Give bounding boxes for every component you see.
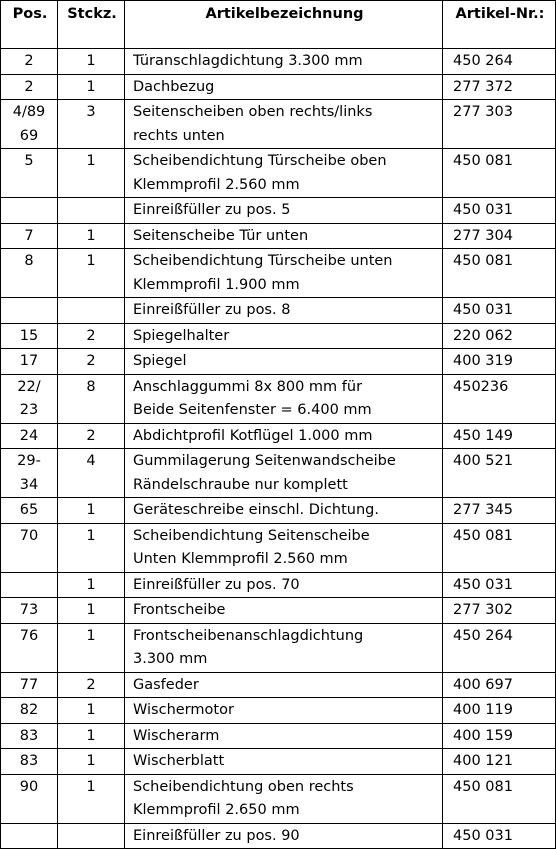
cell-qty: 2: [58, 323, 125, 349]
cell-article-number: 400 521: [443, 449, 556, 498]
cell-qty: 3: [58, 100, 125, 149]
cell-article-number: 277 303: [443, 100, 556, 149]
table-row: [1, 74, 556, 100]
cell-article-number: 450 081: [443, 249, 556, 298]
cell-pos: [1, 298, 58, 324]
table-row: [1, 249, 556, 298]
cell-qty: 1: [58, 74, 125, 100]
cell-article-number: 450 264: [443, 49, 556, 75]
cell-qty: 1: [58, 149, 125, 198]
cell-article-number: 450 081: [443, 523, 556, 572]
header-qty: Stckz.: [58, 1, 125, 49]
cell-pos: 73: [1, 598, 58, 624]
cell-qty: [58, 198, 125, 224]
cell-description: Wischermotor: [125, 698, 443, 724]
cell-article-number: 450 081: [443, 149, 556, 198]
cell-qty: 4: [58, 449, 125, 498]
cell-description: Abdichtprofil Kotflügel 1.000 mm: [125, 423, 443, 449]
cell-qty: 1: [58, 223, 125, 249]
cell-article-number: 277 345: [443, 498, 556, 524]
cell-description: Scheibendichtung Türscheibe unten Klemmprofil 1.900 mm: [125, 249, 443, 298]
cell-qty: 1: [58, 774, 125, 823]
cell-description: Frontscheibenanschlagdichtung 3.300 mm: [125, 623, 443, 672]
cell-pos: [1, 198, 58, 224]
cell-description: Einreißfüller zu pos. 5: [125, 198, 443, 224]
table-row: [1, 198, 556, 224]
cell-qty: 1: [58, 723, 125, 749]
cell-description: Einreißfüller zu pos. 90: [125, 823, 443, 849]
header-description: Artikelbezeichnung: [125, 1, 443, 49]
cell-article-number: 400 697: [443, 672, 556, 698]
cell-article-number: 220 062: [443, 323, 556, 349]
cell-pos: 29- 34: [1, 449, 58, 498]
cell-qty: 1: [58, 749, 125, 775]
cell-pos: 4/89 69: [1, 100, 58, 149]
cell-article-number: 277 304: [443, 223, 556, 249]
cell-pos: 15: [1, 323, 58, 349]
cell-description: Spiegelhalter: [125, 323, 443, 349]
cell-description: Scheibendichtung Türscheibe oben Klemmprofil 2.560 mm: [125, 149, 443, 198]
table-row: [1, 223, 556, 249]
cell-pos: 83: [1, 749, 58, 775]
table-row: [1, 672, 556, 698]
cell-article-number: 450 081: [443, 774, 556, 823]
cell-article-number: 450 149: [443, 423, 556, 449]
table-row: [1, 149, 556, 198]
cell-pos: 70: [1, 523, 58, 572]
cell-qty: 2: [58, 349, 125, 375]
header-row: [1, 1, 556, 49]
table-row: [1, 423, 556, 449]
cell-description: Türanschlagdichtung 3.300 mm: [125, 49, 443, 75]
cell-article-number: 400 319: [443, 349, 556, 375]
cell-description: Gasfeder: [125, 672, 443, 698]
cell-pos: 7: [1, 223, 58, 249]
cell-pos: 77: [1, 672, 58, 698]
cell-pos: 8: [1, 249, 58, 298]
cell-description: Frontscheibe: [125, 598, 443, 624]
table-row: [1, 449, 556, 498]
cell-description: Seitenscheiben oben rechts/links rechts unten: [125, 100, 443, 149]
cell-article-number: 450 264: [443, 623, 556, 672]
table-row: [1, 498, 556, 524]
cell-pos: 5: [1, 149, 58, 198]
cell-article-number: 400 159: [443, 723, 556, 749]
cell-pos: 90: [1, 774, 58, 823]
cell-pos: [1, 572, 58, 598]
cell-qty: 1: [58, 498, 125, 524]
cell-pos: 65: [1, 498, 58, 524]
table-row: [1, 774, 556, 823]
cell-description: Wischerblatt: [125, 749, 443, 775]
cell-pos: 82: [1, 698, 58, 724]
table-row: [1, 100, 556, 149]
cell-description: Einreißfüller zu pos. 8: [125, 298, 443, 324]
table-row: [1, 598, 556, 624]
cell-article-number: 450 031: [443, 298, 556, 324]
table-row: [1, 572, 556, 598]
cell-pos: 76: [1, 623, 58, 672]
cell-qty: 1: [58, 698, 125, 724]
cell-pos: 2: [1, 74, 58, 100]
table-row: [1, 49, 556, 75]
cell-description: Seitenscheibe Tür unten: [125, 223, 443, 249]
cell-qty: 1: [58, 598, 125, 624]
cell-pos: 83: [1, 723, 58, 749]
cell-description: Geräteschreibe einschl. Dichtung.: [125, 498, 443, 524]
table-row: [1, 749, 556, 775]
table-row: [1, 298, 556, 324]
cell-pos: 2: [1, 49, 58, 75]
cell-qty: 2: [58, 672, 125, 698]
cell-qty: 1: [58, 49, 125, 75]
table-row: [1, 374, 556, 423]
cell-article-number: 450 031: [443, 823, 556, 849]
cell-qty: 1: [58, 623, 125, 672]
cell-pos: 17: [1, 349, 58, 375]
cell-article-number: 450 031: [443, 198, 556, 224]
cell-description: Wischerarm: [125, 723, 443, 749]
cell-qty: 1: [58, 523, 125, 572]
cell-description: Spiegel: [125, 349, 443, 375]
table-row: [1, 523, 556, 572]
cell-qty: 8: [58, 374, 125, 423]
cell-pos: 22/ 23: [1, 374, 58, 423]
table-row: [1, 623, 556, 672]
cell-pos: 24: [1, 423, 58, 449]
cell-article-number: 450236: [443, 374, 556, 423]
table-row: [1, 698, 556, 724]
cell-pos: [1, 823, 58, 849]
cell-article-number: 400 119: [443, 698, 556, 724]
cell-description: Scheibendichtung oben rechts Klemmprofil 2.650 mm: [125, 774, 443, 823]
cell-article-number: 450 031: [443, 572, 556, 598]
table-row: [1, 349, 556, 375]
table-row: [1, 323, 556, 349]
cell-qty: [58, 823, 125, 849]
cell-qty: 1: [58, 572, 125, 598]
header-pos: Pos.: [1, 1, 58, 49]
cell-qty: [58, 298, 125, 324]
cell-qty: 1: [58, 249, 125, 298]
cell-article-number: 400 121: [443, 749, 556, 775]
header-article-number: Artikel-Nr.:: [443, 1, 556, 49]
cell-qty: 2: [58, 423, 125, 449]
cell-description: Gummilagerung Seitenwandscheibe Rändelschraube nur komplett: [125, 449, 443, 498]
cell-article-number: 277 302: [443, 598, 556, 624]
cell-description: Scheibendichtung Seitenscheibe Unten Klemmprofil 2.560 mm: [125, 523, 443, 572]
cell-description: Dachbezug: [125, 74, 443, 100]
cell-description: Anschlaggummi 8x 800 mm für Beide Seitenfenster = 6.400 mm: [125, 374, 443, 423]
table-row: [1, 823, 556, 849]
table-row: [1, 723, 556, 749]
cell-description: Einreißfüller zu pos. 70: [125, 572, 443, 598]
cell-article-number: 277 372: [443, 74, 556, 100]
